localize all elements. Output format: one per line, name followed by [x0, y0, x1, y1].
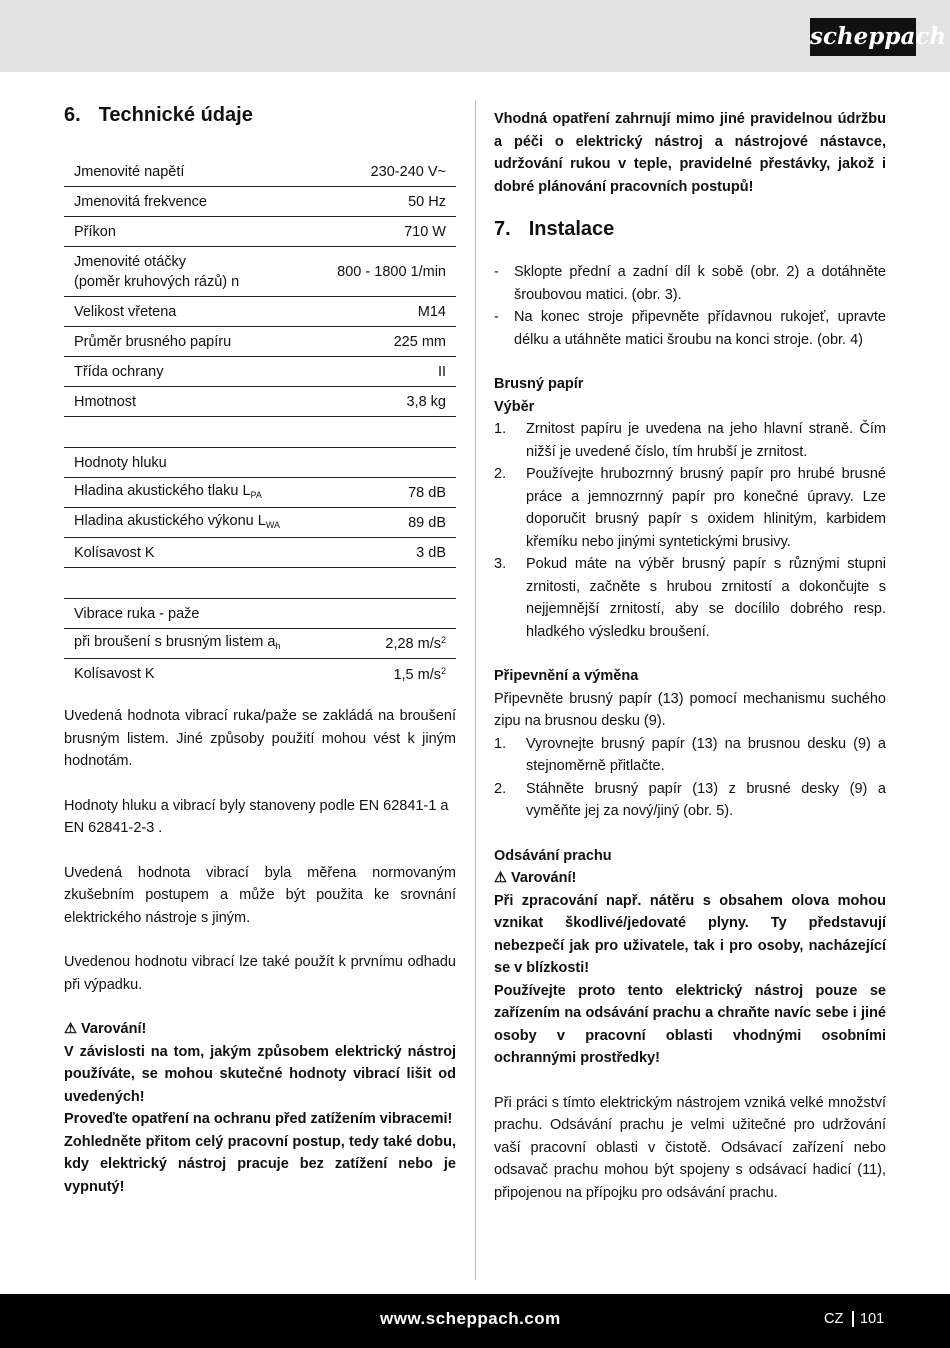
spec-label	[74, 511, 280, 535]
section-number: 7.	[494, 218, 511, 240]
footer-language: CZ	[824, 1311, 844, 1327]
list-text: Používejte hrubozrnný brusný papír pro hrubé brusné práce a jemnozrnný papír pro konečné úpravy. Lze doporučit brusný papír s oxidem hlinitým, karbidem křemíku nebo jinými syntetickými brusivy.	[526, 466, 886, 550]
subheading: Odsávání prachu	[494, 847, 612, 864]
spec-table	[64, 157, 456, 689]
section-6-heading	[64, 104, 456, 127]
subscript: WA	[265, 519, 281, 530]
spec-row	[64, 247, 456, 297]
spec-label: Kolísavost K	[74, 666, 155, 682]
spec-row	[64, 327, 456, 357]
list-marker: 2.	[494, 466, 507, 482]
paragraph: Uvedená hodnota vibrací ruka/paže se zakládá na broušení brusným listem. Jiné způsoby použití mohou vést k jiným hodnotám.	[64, 708, 456, 769]
spec-value: 225 mm	[393, 333, 446, 350]
warning-text: V závislosti na tom, jakým způsobem elektrický nástroj používáte, se mohou skutečné hodnoty vibrací lišit od uvedených!	[64, 1043, 456, 1105]
list-item	[494, 733, 886, 778]
section-title: Technické údaje	[98, 104, 253, 126]
subscript: PA	[250, 489, 262, 500]
left-column	[64, 104, 456, 1198]
list-text: Vyrovnejte brusný papír (13) na brusnou desku (9) a stejnoměrně přitlačte.	[526, 735, 886, 774]
list-marker: -	[494, 264, 499, 280]
list-text: Sklopte přední a zadní díl k sobě (obr. 2) a dotáhněte šroubovou matici. (obr. 3).	[514, 264, 886, 303]
warning-title: ⚠ Varování!	[64, 1021, 147, 1037]
spec-row	[64, 478, 456, 508]
subscript: h	[275, 640, 281, 651]
list-item	[494, 778, 886, 823]
paper-list	[494, 418, 886, 643]
spec-group-heading	[64, 448, 456, 478]
list-item	[494, 306, 886, 351]
paragraph: Hodnoty hluku a vibrací byly stanoveny podle EN 62841-1 a EN 62841-2-3 .	[64, 797, 449, 836]
list-item	[494, 553, 886, 643]
spec-row	[64, 387, 456, 417]
superscript: 2	[440, 665, 446, 676]
spec-label: Jmenovitá frekvence	[74, 193, 207, 210]
brand-logo: scheppach	[810, 18, 916, 56]
spec-value: M14	[417, 303, 446, 320]
warning-text: Zohledněte přitom celý pracovní postup, tedy také dobu, kdy elektrický nástroj pracuje bez zatížení nebo je vypnutý!	[64, 1133, 456, 1195]
spec-label-line: (poměr kruhových rázů) n	[74, 273, 240, 290]
spec-value	[385, 635, 446, 652]
spec-row-blank	[64, 568, 456, 599]
spec-value: 800 - 1800 1/min	[337, 263, 446, 280]
spec-row	[64, 538, 456, 568]
spec-value: 710 W	[404, 223, 446, 240]
footer-bar	[0, 1294, 950, 1348]
spec-label-text: Hladina akustického tlaku L	[74, 482, 251, 499]
spec-value: II	[437, 363, 446, 380]
paragraph: Při práci s tímto elektrickým nástrojem vzniká velké množství prachu. Odsávání prachu je velmi užitečné pro udržování vaší pracovní oblasti v čistotě. Odsávací zařízení nebo odsavač prachu mohou být spojeny s odsávací hadicí (11), připojenou na přípojku pro odsávání prachu.	[494, 1094, 886, 1201]
list-marker: 1.	[494, 421, 507, 437]
spec-row	[64, 297, 456, 327]
spec-label: Hmotnost	[74, 393, 137, 410]
spec-value-text: 2,28 m/s	[385, 636, 441, 652]
spec-row	[64, 157, 456, 187]
list-text: Pokud máte na výběr brusný papír s různými stupni zrnitosti, začněte s hrubou zrnitostí a dokončujte s nejjemnější zrnitostí, aby se docílilo dobrého resp. hladkého výsledku broušení.	[526, 556, 886, 640]
spec-label: Třída ochrany	[74, 363, 164, 380]
spec-row-blank	[64, 417, 456, 448]
right-column	[494, 108, 886, 1204]
page-number: 101	[860, 1311, 885, 1327]
install-list	[494, 261, 886, 351]
attach-list	[494, 733, 886, 823]
column-divider	[475, 100, 476, 1280]
paragraph: Připevněte brusný papír (13) pomocí mechanismu suchého zipu na brusnou desku (9).	[494, 690, 886, 729]
spec-row	[64, 217, 456, 247]
spec-value: 50 Hz	[408, 193, 446, 210]
spec-label	[74, 252, 239, 292]
list-item	[494, 261, 886, 306]
spec-label-line: Jmenovité otáčky	[74, 253, 187, 270]
list-marker: 3.	[494, 556, 507, 572]
spec-label: Jmenovité napětí	[74, 163, 185, 180]
intro-paragraph: Vhodná opatření zahrnují mimo jiné pravidelnou údržbu a péči o elektrický nástroj a nástrojové nástavce, udržování rukou v teple, pravidelné přestávky, jakož i dobré plánování pracovních postupů!	[494, 111, 886, 195]
footer-separator	[852, 1311, 854, 1327]
section-number: 6.	[64, 104, 81, 126]
list-text: Stáhněte brusný papír (13) z brusné desky (9) a vyměňte jej za nový/jiný (obr. 5).	[526, 780, 886, 819]
subheading: Připevnění a výměna	[494, 668, 639, 684]
group-heading-text: Vibrace ruka - paže	[74, 605, 200, 622]
spec-group-heading	[64, 599, 456, 629]
warning-text: Používejte proto tento elektrický nástroj pouze se zařízením na odsávání prachu a chraňte navíc sebe i jiné osoby v pracovní oblasti vhodnými osobními ochrannými prostředky!	[494, 982, 886, 1066]
list-item	[494, 463, 886, 553]
spec-label: Velikost vřetena	[74, 303, 177, 320]
paragraph: Uvedená hodnota vibrací byla měřena normovaným zkušebním postupem a může být použita ke srovnání elektrického nástroje s jiným.	[64, 864, 456, 926]
warning-text: Proveďte opatření na ochranu před zatížením vibracemi!	[64, 1111, 453, 1127]
list-marker: -	[494, 309, 499, 325]
spec-label: Průměr brusného papíru	[74, 333, 232, 350]
spec-row	[64, 659, 456, 689]
footer-website-link[interactable]: www.scheppach.com	[380, 1309, 561, 1328]
section-title: Instalace	[528, 218, 615, 240]
list-marker: 1.	[494, 735, 507, 752]
section-7-heading	[494, 218, 886, 241]
spec-row	[64, 629, 456, 659]
superscript: 2	[440, 635, 446, 645]
spec-label-text: Hladina akustického výkonu L	[74, 512, 266, 529]
warning-text: Při zpracování např. nátěru s obsahem olova mohou vznikat škodlivé/jedovaté plyny. Ty představují nebezpečí jak pro uživatele, tak i pro osoby, nacházející se v blízkosti!	[494, 892, 886, 976]
spec-value: 3 dB	[416, 544, 446, 561]
list-text: Na konec stroje připevněte přídavnou rukojeť, upravte délku a utáhněte matici šroubu na konci stroje. (obr. 4)	[514, 309, 886, 348]
spec-row	[64, 357, 456, 387]
subheading: Výběr	[494, 398, 535, 415]
subheading: Brusný papír	[494, 376, 584, 392]
spec-value-text: 1,5 m/s	[393, 666, 441, 683]
list-text: Zrnitost papíru je uvedena na jeho hlavní straně. Čím nižší je uvedené číslo, tím hrubší je zrnitost.	[526, 421, 886, 460]
spec-row	[64, 508, 456, 538]
spec-value: 78 dB	[408, 484, 446, 501]
group-heading-text: Hodnoty hluku	[74, 454, 167, 471]
spec-value: 230-240 V~	[370, 163, 446, 180]
list-marker: 2.	[494, 780, 507, 797]
spec-label	[74, 481, 262, 505]
spec-label-text: při broušení s brusným listem a	[74, 633, 276, 650]
paragraph: Uvedenou hodnotu vibrací lze také použít k prvnímu odhadu při výpadku.	[64, 954, 456, 993]
warning-title: ⚠ Varování!	[494, 870, 577, 886]
spec-row	[64, 187, 456, 217]
header-bar	[0, 0, 950, 72]
spec-label: Kolísavost K	[74, 544, 155, 561]
spec-label	[74, 632, 280, 656]
spec-value: 89 dB	[408, 514, 446, 531]
spec-value	[393, 666, 446, 683]
spec-label: Příkon	[74, 223, 116, 240]
spec-value: 3,8 kg	[406, 393, 446, 410]
list-item	[494, 418, 886, 463]
